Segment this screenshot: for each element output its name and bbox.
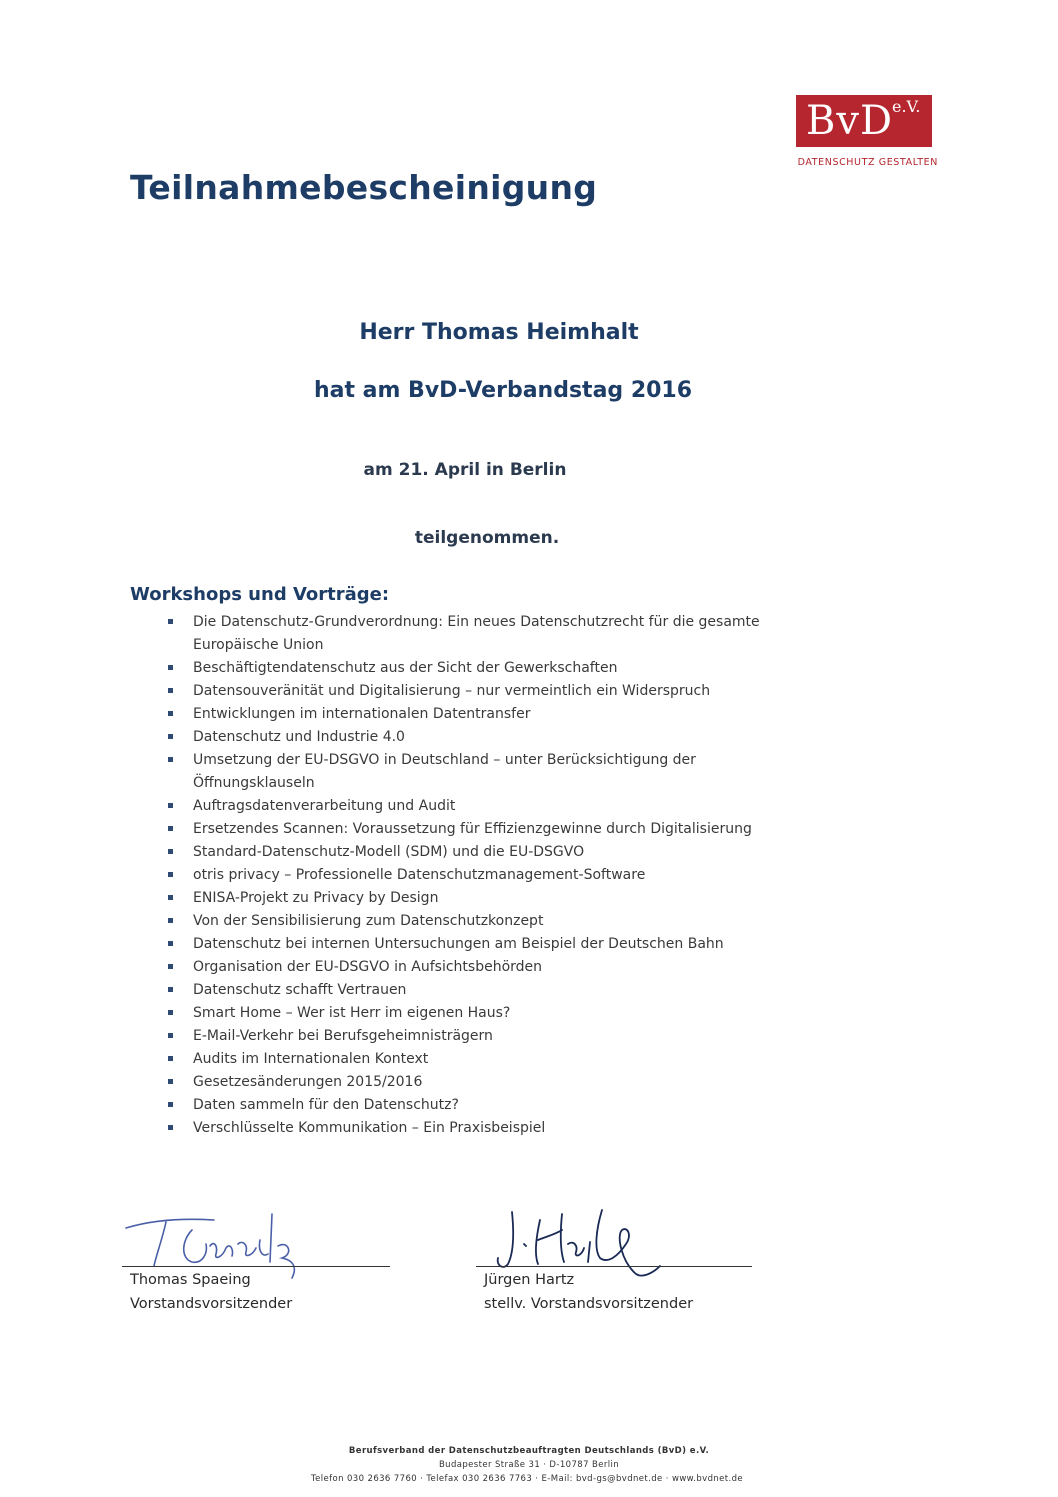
list-item-text: Von der Sensibilisierung zum Datenschutzkonzept xyxy=(193,913,544,929)
list-item xyxy=(160,1117,780,1140)
signature-line xyxy=(122,1266,390,1267)
closing-line: teilgenommen. xyxy=(414,528,560,548)
list-item-text: Datenschutz bei internen Untersuchungen am Beispiel der Deutschen Bahn xyxy=(193,936,724,952)
logo-box xyxy=(796,95,932,147)
bullet-icon xyxy=(168,918,173,923)
footer-address: Budapester Straße 31 · D-10787 Berlin xyxy=(438,1460,620,1470)
bullet-icon xyxy=(168,941,173,946)
list-item xyxy=(160,749,780,772)
signer-name-right: Jürgen Hartz xyxy=(484,1272,575,1288)
list-item-text: Daten sammeln für den Datenschutz? xyxy=(193,1097,459,1113)
bullet-icon xyxy=(168,1079,173,1084)
workshops-list xyxy=(160,611,780,1140)
list-item xyxy=(160,1071,780,1094)
workshops-heading: Workshops und Vorträge: xyxy=(130,584,390,605)
footer-contact: Telefon 030 2636 7760 · Telefax 030 2636 7763 · E-Mail: bvd-gs@bvdnet.de · www.bvdnet.de xyxy=(310,1474,744,1484)
logo-superscript: e.V. xyxy=(892,97,921,116)
list-item-text: Datenschutz schafft Vertrauen xyxy=(193,982,407,998)
list-item-text: Europäische Union xyxy=(193,637,324,653)
list-item-text: Verschlüsselte Kommunikation – Ein Praxisbeispiel xyxy=(193,1120,546,1136)
bullet-icon xyxy=(168,619,173,624)
list-item-text: Organisation der EU-DSGVO in Aufsichtsbehörden xyxy=(193,959,543,975)
bullet-icon xyxy=(168,1102,173,1107)
list-item-text: Gesetzesänderungen 2015/2016 xyxy=(193,1074,423,1090)
list-item-text: Öffnungsklauseln xyxy=(193,775,315,791)
list-item xyxy=(160,795,780,818)
list-item-text: Smart Home – Wer ist Herr im eigenen Haus? xyxy=(193,1005,511,1021)
list-item-text: Datenschutz und Industrie 4.0 xyxy=(193,729,405,745)
logo-tagline: DATENSCHUTZ GESTALTEN xyxy=(797,157,938,168)
list-item xyxy=(160,979,780,1002)
list-item-text: otris privacy – Professionelle Datenschutzmanagement-Software xyxy=(193,867,646,883)
bullet-icon xyxy=(168,803,173,808)
list-item xyxy=(160,910,780,933)
signer-name-left: Thomas Spaeing xyxy=(130,1272,251,1288)
bullet-icon xyxy=(168,872,173,877)
list-item xyxy=(160,864,780,887)
bullet-icon xyxy=(168,849,173,854)
page-title: Teilnahmebescheinigung xyxy=(130,168,598,207)
bullet-icon xyxy=(168,826,173,831)
signer-role-right: stellv. Vorstandsvorsitzender xyxy=(484,1296,694,1312)
bullet-icon xyxy=(168,895,173,900)
list-item-text: Die Datenschutz-Grundverordnung: Ein neues Datenschutzrecht für die gesamte xyxy=(193,614,760,630)
list-item-text: Ersetzendes Scannen: Voraussetzung für Effizienzgewinne durch Digitalisierung xyxy=(193,821,752,837)
bullet-icon xyxy=(168,757,173,762)
bullet-icon xyxy=(168,688,173,693)
list-item-text: Auftragsdatenverarbeitung und Audit xyxy=(193,798,456,814)
bullet-icon xyxy=(168,1056,173,1061)
list-item-continuation xyxy=(160,634,780,657)
list-item-text: Datensouveränität und Digitalisierung – nur vermeintlich ein Widerspruch xyxy=(193,683,711,699)
event-line: hat am BvD-Verbandstag 2016 xyxy=(313,378,693,403)
bullet-icon xyxy=(168,711,173,716)
list-item-text: Beschäftigtendatenschutz aus der Sicht der Gewerkschaften xyxy=(193,660,618,676)
bullet-icon xyxy=(168,1125,173,1130)
bullet-icon xyxy=(168,964,173,969)
list-item xyxy=(160,680,780,703)
signature-line xyxy=(476,1266,752,1267)
date-line: am 21. April in Berlin xyxy=(363,460,567,480)
list-item xyxy=(160,726,780,749)
list-item xyxy=(160,657,780,680)
list-item xyxy=(160,933,780,956)
bullet-icon xyxy=(168,1010,173,1015)
list-item xyxy=(160,887,780,910)
list-item-text: Entwicklungen im internationalen Datentransfer xyxy=(193,706,531,722)
list-item-text: Standard-Datenschutz-Modell (SDM) und die EU-DSGVO xyxy=(193,844,585,860)
list-item xyxy=(160,1002,780,1025)
list-item xyxy=(160,1094,780,1117)
bullet-icon xyxy=(168,665,173,670)
signer-role-left: Vorstandsvorsitzender xyxy=(130,1296,293,1312)
list-item-text: E-Mail-Verkehr bei Berufsgeheimnisträgern xyxy=(193,1028,493,1044)
list-item xyxy=(160,611,780,634)
list-item xyxy=(160,1025,780,1048)
bvd-logo xyxy=(796,95,936,175)
bullet-icon xyxy=(168,987,173,992)
list-item xyxy=(160,818,780,841)
bullet-icon xyxy=(168,1033,173,1038)
footer-organization: Berufsverband der Datenschutzbeauftragten Deutschlands (BvD) e.V. xyxy=(348,1446,710,1456)
list-item xyxy=(160,956,780,979)
logo-main-text: BvD xyxy=(806,98,894,144)
bullet-icon xyxy=(168,734,173,739)
list-item-text: Audits im Internationalen Kontext xyxy=(193,1051,429,1067)
list-item-text: ENISA-Projekt zu Privacy by Design xyxy=(193,890,439,906)
list-item-text: Umsetzung der EU-DSGVO in Deutschland – unter Berücksichtigung der xyxy=(193,752,696,768)
list-item xyxy=(160,1048,780,1071)
list-item xyxy=(160,703,780,726)
list-item-continuation xyxy=(160,772,780,795)
recipient-name: Herr Thomas Heimhalt xyxy=(359,320,639,345)
list-item xyxy=(160,841,780,864)
